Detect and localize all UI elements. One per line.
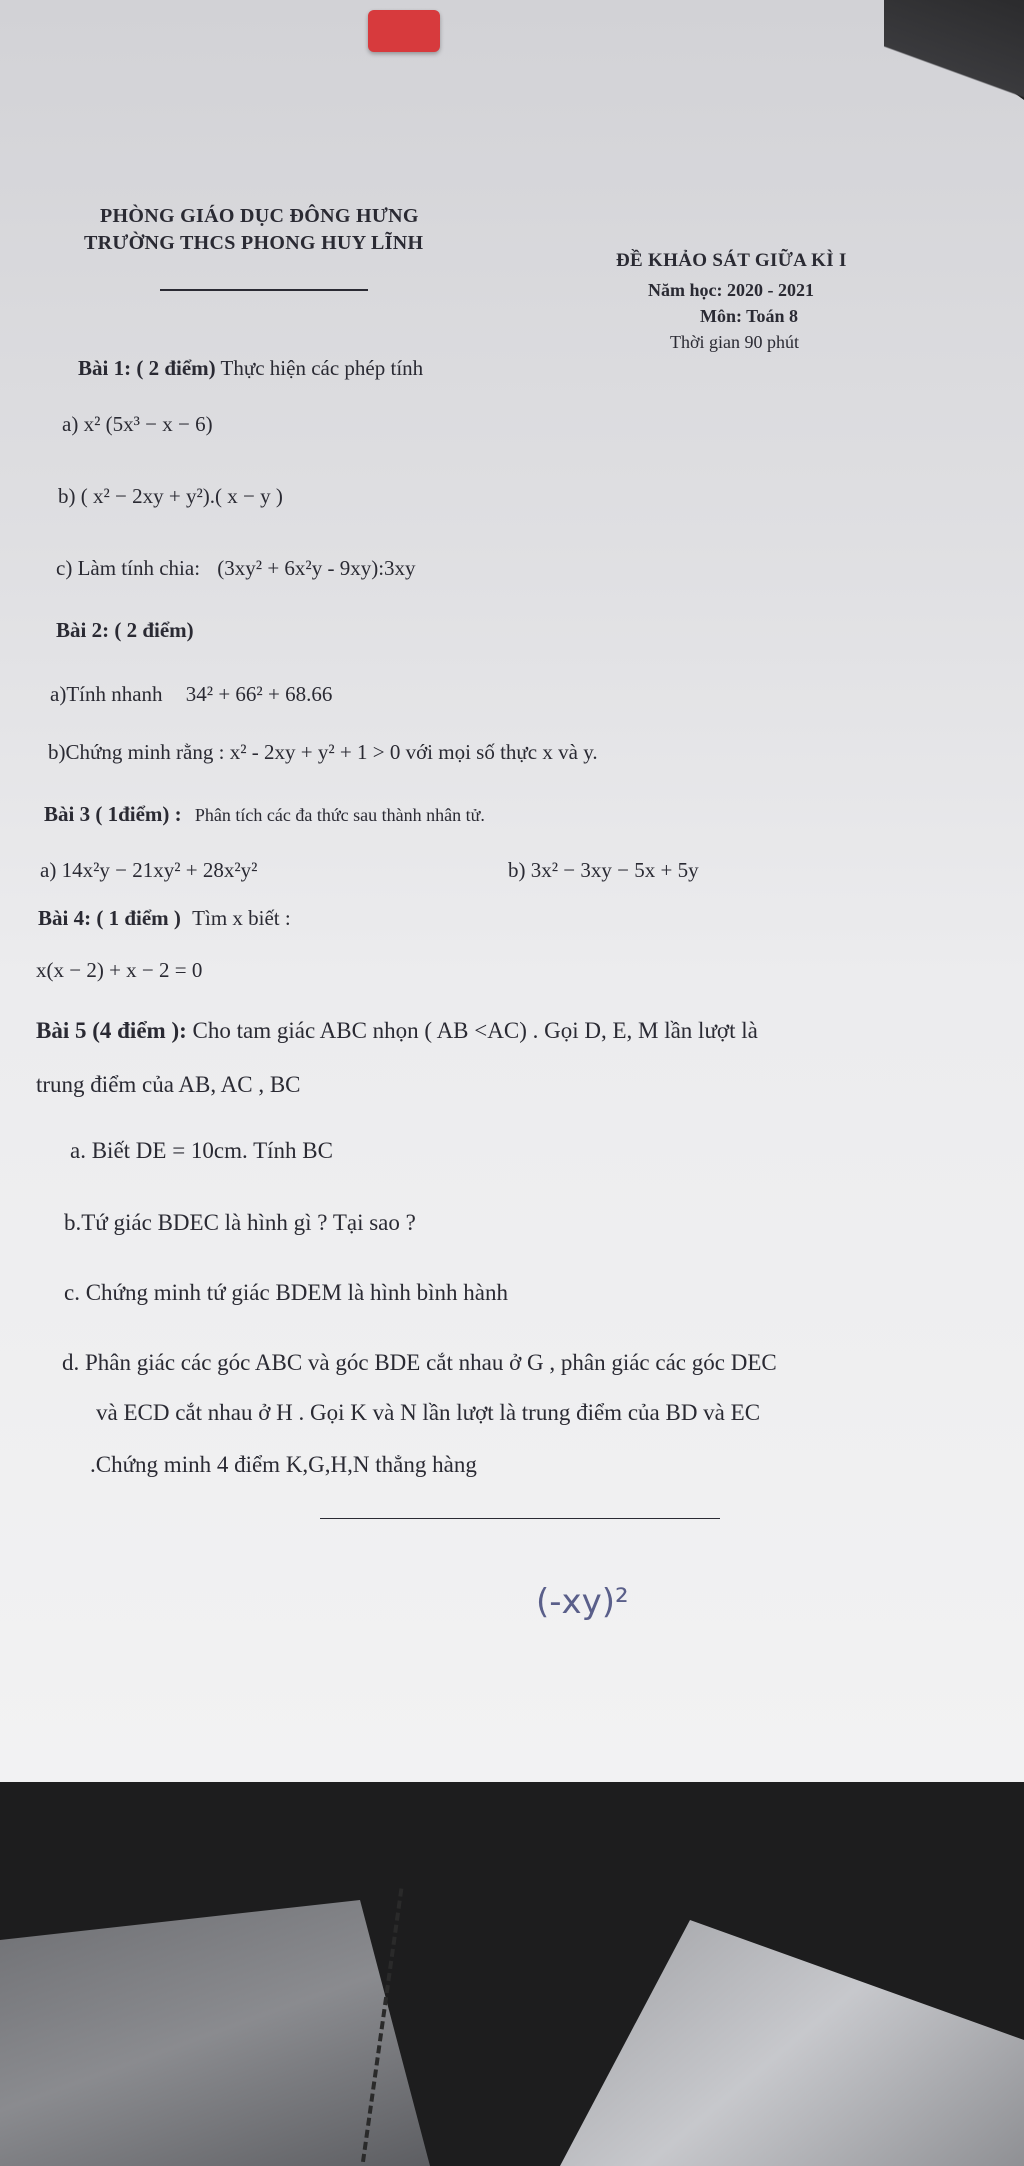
handwritten-note: (-xy)² <box>536 1582 629 1622</box>
exam-title: ĐỀ KHẢO SÁT GIỮA KÌ I <box>616 250 847 271</box>
bai5-line1: Cho tam giác ABC nhọn ( AB <AC) . Gọi D, E, M lần lượt là <box>192 1018 758 1043</box>
bai1-c <box>56 556 416 581</box>
school-year: Năm học: 2020 - 2021 <box>648 280 814 300</box>
bai5-b: b.Tứ giác BDEC là hình gì ? Tại sao ? <box>64 1210 416 1235</box>
bai2-title: Bài 2: ( 2 điểm) <box>56 618 194 642</box>
bai5-d-line2: và ECD cắt nhau ở H . Gọi K và N lần lượt là trung điểm của BD và EC <box>96 1400 761 1425</box>
bai3-desc: Phân tích các đa thức sau thành nhân tử. <box>194 805 485 825</box>
bai5-line2: trung điểm của AB, AC , BC <box>36 1072 301 1097</box>
bai4-expr: x(x − 2) + x − 2 = 0 <box>36 958 203 982</box>
bai4-heading <box>38 906 291 931</box>
bai5-d-line1: d. Phân giác các góc ABC và góc BDE cắt nhau ở G , phân giác các góc DEC <box>62 1350 777 1375</box>
bai3-heading <box>44 802 485 827</box>
bai2-a-expr: 34² + 66² + 68.66 <box>185 682 333 706</box>
red-clip <box>368 10 440 52</box>
bai3-b: b) 3x² − 3xy − 5x + 5y <box>508 858 699 882</box>
bai1-b: b) ( x² − 2xy + y²).( x − y ) <box>58 484 283 508</box>
bai4-desc: Tìm x biết : <box>192 906 291 930</box>
end-rule <box>320 1518 720 1519</box>
bai5-title: Bài 5 (4 điểm ): <box>36 1018 187 1043</box>
bai2-a <box>50 682 332 707</box>
bai2-a-label: a)Tính nhanh <box>50 682 163 706</box>
school-underline <box>160 289 368 291</box>
bai5-intro <box>36 1018 758 1044</box>
department-name: PHÒNG GIÁO DỤC ĐÔNG HƯNG <box>100 205 419 227</box>
bai2-b: b)Chứng minh rằng : x² - 2xy + y² + 1 > 0 với mọi số thực x và y. <box>48 740 598 764</box>
paper-corner-shadow <box>884 0 1024 110</box>
bai5-a: a. Biết DE = 10cm. Tính BC <box>70 1138 333 1163</box>
duration: Thời gian 90 phút <box>670 332 800 352</box>
bai1-c-label: c) Làm tính chia: <box>56 556 201 580</box>
bai1-desc: Thực hiện các phép tính <box>220 356 424 380</box>
bai5-c: c. Chứng minh tứ giác BDEM là hình bình hành <box>64 1280 508 1305</box>
bai1-a: a) x² (5x³ − x − 6) <box>62 412 213 436</box>
bai1-c-expr: (3xy² + 6x²y - 9xy):3xy <box>217 556 416 580</box>
bai4-title: Bài 4: ( 1 điểm ) <box>38 906 181 930</box>
school-name: TRƯỜNG THCS PHONG HUY LĨNH <box>84 232 424 254</box>
bai1-title: Bài 1: ( 2 điểm) <box>78 356 216 380</box>
bai3-title: Bài 3 ( 1điểm) : <box>44 802 182 826</box>
bai3-a: a) 14x²y − 21xy² + 28x²y² <box>40 858 258 882</box>
bai1-heading <box>78 356 423 381</box>
bai5-d-line3: .Chứng minh 4 điểm K,G,H,N thẳng hàng <box>90 1452 477 1477</box>
subject: Môn: Toán 8 <box>700 306 799 326</box>
